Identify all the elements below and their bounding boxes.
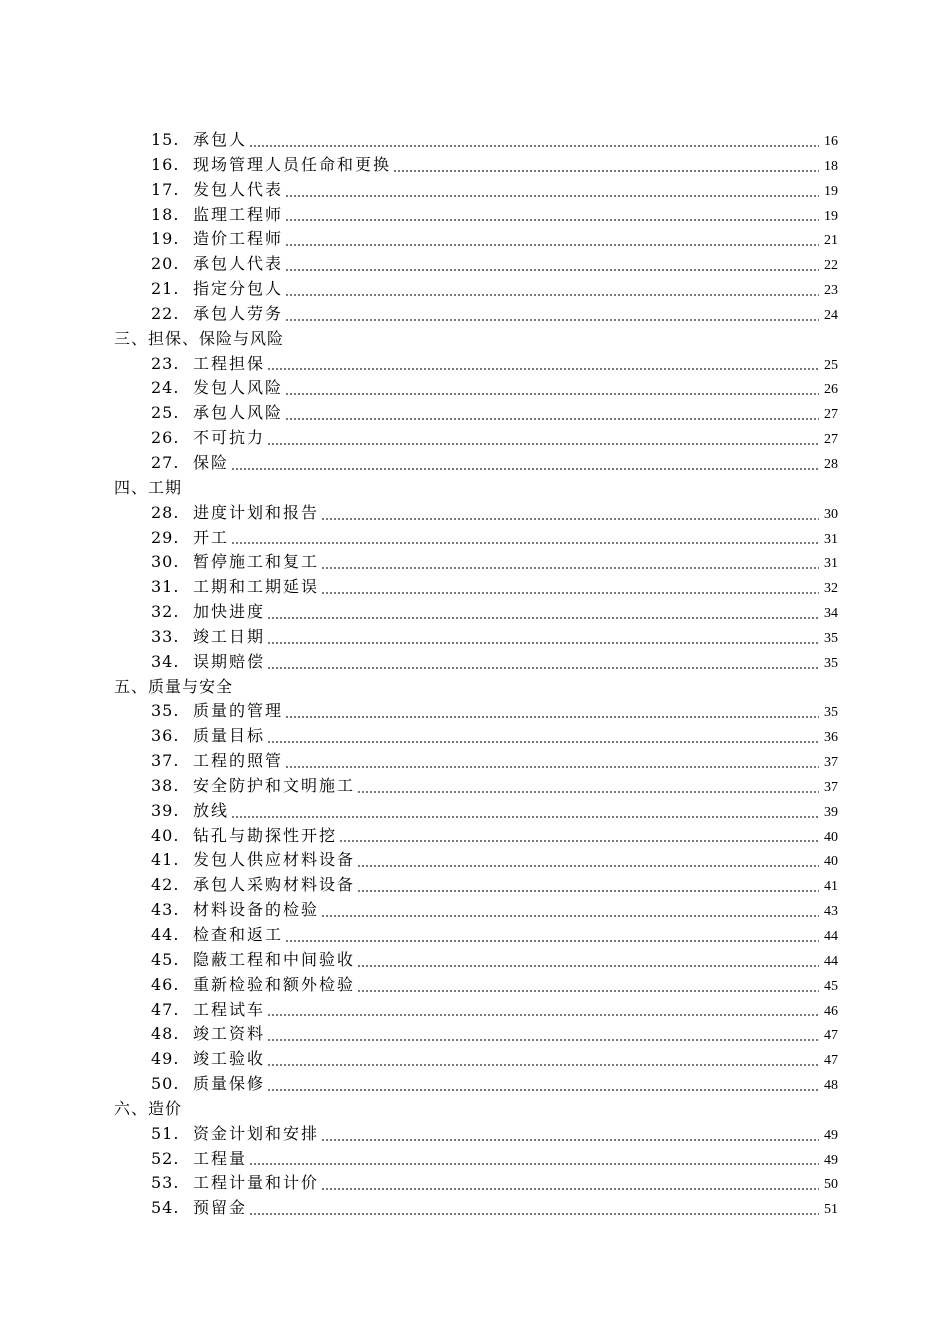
entry-title: 材料设备的检验 (193, 900, 320, 920)
entry-title: 工期和工期延误 (193, 577, 320, 597)
entry-number: 40. (151, 825, 180, 845)
entry-page-number: 44 (824, 929, 838, 944)
toc-entry[interactable] (114, 650, 838, 675)
section-label: 三、担保、保险与风险 (114, 328, 285, 348)
toc-entry[interactable] (114, 973, 838, 998)
toc-section-heading (114, 675, 838, 700)
dot-leader (321, 518, 819, 520)
entry-number: 15. (151, 130, 180, 149)
dot-leader (321, 915, 819, 917)
entry-number: 20. (151, 254, 180, 274)
entry-title: 现场管理人员任命和更换 (193, 154, 392, 174)
entry-number: 50. (151, 1074, 180, 1094)
entry-title: 重新检验和额外检验 (193, 974, 356, 994)
toc-entry[interactable] (114, 749, 838, 774)
dot-leader (321, 592, 819, 594)
entry-number: 41. (151, 850, 180, 870)
entry-title: 发包人风险 (193, 378, 284, 398)
toc-entry[interactable] (114, 1147, 838, 1172)
dot-leader (339, 840, 819, 842)
entry-page-number: 21 (824, 233, 838, 249)
entry-number: 35. (151, 701, 180, 721)
entry-page-number: 22 (824, 258, 838, 274)
toc-entry[interactable] (114, 376, 838, 401)
entry-title: 发包人供应材料设备 (193, 850, 356, 870)
dot-leader (321, 1188, 819, 1190)
entry-page-number: 25 (824, 357, 838, 373)
entry-title: 承包人代表 (193, 254, 284, 274)
entry-number: 21. (151, 279, 180, 299)
entry-page-number: 49 (824, 1127, 838, 1143)
toc-entry[interactable] (114, 923, 838, 948)
entry-page-number: 32 (824, 581, 838, 597)
dot-leader (321, 1139, 819, 1141)
toc-section-heading (114, 327, 838, 352)
toc-entry[interactable] (114, 550, 838, 575)
entry-title: 工程计量和计价 (193, 1173, 320, 1193)
dot-leader (357, 965, 819, 967)
entry-page-number: 50 (824, 1177, 838, 1193)
entry-number: 47. (151, 999, 180, 1019)
entry-number: 37. (151, 751, 180, 771)
dot-leader (267, 1039, 819, 1041)
entry-page-number: 19 (824, 183, 838, 199)
dot-leader (267, 443, 819, 445)
entry-number: 49. (151, 1049, 180, 1069)
dot-leader (285, 716, 819, 718)
section-label: 四、工期 (114, 477, 183, 497)
toc-entry[interactable] (114, 898, 838, 923)
toc-entry[interactable] (114, 575, 838, 600)
entry-page-number: 46 (824, 1003, 838, 1019)
toc-entry[interactable] (114, 824, 838, 849)
toc-entry[interactable] (114, 1171, 838, 1196)
entry-number: 32. (151, 602, 180, 622)
entry-number: 48. (151, 1024, 180, 1044)
entry-page-number: 31 (824, 556, 838, 572)
entry-page-number: 27 (824, 432, 838, 448)
dot-leader (321, 567, 819, 569)
dot-leader (285, 393, 819, 395)
dot-leader (285, 766, 819, 768)
entry-number: 29. (151, 527, 180, 547)
entry-title: 指定分包人 (193, 279, 284, 299)
toc-section-heading (114, 476, 838, 501)
entry-title: 监理工程师 (193, 204, 284, 224)
toc-entry[interactable] (114, 998, 838, 1023)
dot-leader (285, 244, 819, 246)
dot-leader (267, 741, 819, 743)
toc-entry[interactable] (114, 625, 838, 650)
entry-number: 24. (151, 378, 180, 398)
entry-page-number: 39 (824, 804, 838, 820)
entry-title: 开工 (193, 527, 230, 547)
entry-number: 17. (151, 179, 180, 199)
toc-entry[interactable] (114, 153, 838, 178)
entry-page-number: 48 (824, 1078, 838, 1094)
entry-title: 检查和返工 (193, 925, 284, 944)
entry-number: 31. (151, 577, 180, 597)
entry-title: 质量保修 (193, 1074, 266, 1094)
toc-entry[interactable] (114, 203, 838, 228)
dot-leader (357, 791, 819, 793)
entry-page-number: 26 (824, 382, 838, 398)
entry-number: 43. (151, 900, 180, 920)
toc-entry[interactable] (114, 128, 838, 153)
dot-leader (231, 542, 819, 544)
entry-page-number: 51 (824, 1202, 838, 1218)
toc-entry[interactable] (114, 401, 838, 426)
dot-leader (267, 642, 819, 644)
toc-section-heading (114, 1097, 838, 1122)
entry-title: 工程试车 (193, 999, 266, 1019)
entry-number: 23. (151, 353, 180, 373)
toc-entry[interactable] (114, 178, 838, 203)
toc-entry[interactable] (114, 426, 838, 451)
toc-entry[interactable] (114, 302, 838, 327)
entry-number: 30. (151, 552, 180, 572)
entry-page-number: 40 (824, 854, 838, 870)
dot-leader (231, 816, 819, 818)
entry-title: 放线 (193, 800, 230, 820)
dot-leader (249, 145, 819, 147)
entry-number: 34. (151, 651, 180, 671)
entry-title: 安全防护和文明施工 (193, 775, 356, 795)
entry-number: 36. (151, 726, 180, 746)
entry-number: 44. (151, 925, 180, 944)
dot-leader (285, 269, 819, 271)
entry-page-number: 37 (824, 779, 838, 795)
toc-entry[interactable] (114, 277, 838, 302)
entry-page-number: 35 (824, 705, 838, 721)
entry-title: 资金计划和安排 (193, 1123, 320, 1143)
entry-number: 16. (151, 154, 180, 174)
dot-leader (357, 890, 819, 892)
dot-leader (267, 1064, 819, 1066)
entry-number: 25. (151, 403, 180, 423)
entry-title: 承包人劳务 (193, 303, 284, 323)
entry-page-number: 44 (824, 953, 838, 969)
entry-number: 54. (151, 1198, 180, 1218)
toc-entry[interactable] (114, 501, 838, 526)
toc-entry[interactable] (114, 227, 838, 252)
entry-page-number: 19 (824, 208, 838, 224)
dot-leader (267, 368, 819, 370)
toc-entry[interactable] (114, 1047, 838, 1072)
toc-entry[interactable] (114, 799, 838, 824)
table-of-contents (114, 128, 838, 1221)
entry-title: 误期赔偿 (193, 651, 266, 671)
entry-page-number: 34 (824, 606, 838, 622)
entry-number: 46. (151, 974, 180, 994)
entry-title: 隐蔽工程和中间验收 (193, 949, 356, 969)
toc-entry[interactable] (114, 699, 838, 724)
dot-leader (231, 468, 819, 470)
entry-title: 承包人 (193, 130, 248, 149)
entry-page-number: 37 (824, 755, 838, 771)
dot-leader (285, 219, 819, 221)
entry-title: 工程担保 (193, 353, 266, 373)
entry-page-number: 30 (824, 506, 838, 522)
toc-entry[interactable] (114, 600, 838, 625)
entry-title: 质量的管理 (193, 701, 284, 721)
entry-title: 进度计划和报告 (193, 502, 320, 522)
entry-number: 53. (151, 1173, 180, 1193)
dot-leader (267, 1014, 819, 1016)
entry-title: 加快进度 (193, 602, 266, 622)
entry-page-number: 41 (824, 879, 838, 895)
entry-title: 不可抗力 (193, 428, 266, 448)
entry-number: 22. (151, 303, 180, 323)
entry-page-number: 18 (824, 158, 838, 174)
toc-entry[interactable] (114, 352, 838, 377)
entry-page-number: 16 (824, 134, 838, 149)
toc-entry[interactable] (114, 1122, 838, 1147)
entry-number: 28. (151, 502, 180, 522)
dot-leader (285, 940, 819, 942)
entry-page-number: 23 (824, 283, 838, 299)
entry-title: 竣工验收 (193, 1049, 266, 1069)
entry-title: 竣工资料 (193, 1024, 266, 1044)
entry-page-number: 43 (824, 904, 838, 920)
section-label: 五、质量与安全 (114, 676, 234, 696)
entry-title: 钻孔与勘探性开挖 (193, 825, 338, 845)
entry-number: 18. (151, 204, 180, 224)
entry-title: 工程的照管 (193, 751, 284, 771)
entry-title: 暂停施工和复工 (193, 552, 320, 572)
entry-title: 承包人采购材料设备 (193, 875, 356, 895)
entry-page-number: 47 (824, 1053, 838, 1069)
dot-leader (393, 170, 819, 172)
entry-page-number: 28 (824, 456, 838, 472)
toc-entry[interactable] (114, 1072, 838, 1097)
entry-page-number: 49 (824, 1152, 838, 1168)
entry-title: 质量目标 (193, 726, 266, 746)
entry-page-number: 40 (824, 829, 838, 845)
entry-page-number: 35 (824, 630, 838, 646)
entry-page-number: 24 (824, 307, 838, 323)
entry-title: 保险 (193, 452, 230, 472)
entry-number: 52. (151, 1148, 180, 1168)
toc-entry[interactable] (114, 1022, 838, 1047)
dot-leader (249, 1213, 819, 1215)
toc-entry[interactable] (114, 724, 838, 749)
entry-number: 19. (151, 229, 180, 249)
entry-title: 承包人风险 (193, 403, 284, 423)
toc-entry[interactable] (114, 948, 838, 973)
entry-title: 工程量 (193, 1148, 248, 1168)
toc-entry[interactable] (114, 1196, 838, 1221)
dot-leader (267, 667, 819, 669)
dot-leader (357, 865, 819, 867)
section-label: 六、造价 (114, 1098, 183, 1118)
dot-leader (267, 1089, 819, 1091)
entry-title: 造价工程师 (193, 229, 284, 249)
dot-leader (249, 1163, 819, 1165)
toc-entry[interactable] (114, 873, 838, 898)
dot-leader (285, 195, 819, 197)
dot-leader (285, 319, 819, 321)
entry-number: 38. (151, 775, 180, 795)
entry-number: 51. (151, 1123, 180, 1143)
entry-number: 27. (151, 452, 180, 472)
entry-page-number: 45 (824, 978, 838, 994)
dot-leader (285, 418, 819, 420)
entry-title: 竣工日期 (193, 626, 266, 646)
dot-leader (357, 990, 819, 992)
toc-entry[interactable] (114, 774, 838, 799)
entry-number: 39. (151, 800, 180, 820)
toc-entry[interactable] (114, 451, 838, 476)
entry-page-number: 35 (824, 655, 838, 671)
entry-title: 发包人代表 (193, 179, 284, 199)
entry-number: 33. (151, 626, 180, 646)
dot-leader (267, 617, 819, 619)
entry-page-number: 31 (824, 531, 838, 547)
entry-page-number: 27 (824, 407, 838, 423)
toc-entry[interactable] (114, 848, 838, 873)
entry-number: 26. (151, 428, 180, 448)
entry-number: 45. (151, 949, 180, 969)
entry-page-number: 47 (824, 1028, 838, 1044)
entry-page-number: 36 (824, 730, 838, 746)
entry-title: 预留金 (193, 1198, 248, 1218)
toc-entry[interactable] (114, 252, 838, 277)
toc-entry[interactable] (114, 526, 838, 551)
entry-number: 42. (151, 875, 180, 895)
dot-leader (285, 294, 819, 296)
